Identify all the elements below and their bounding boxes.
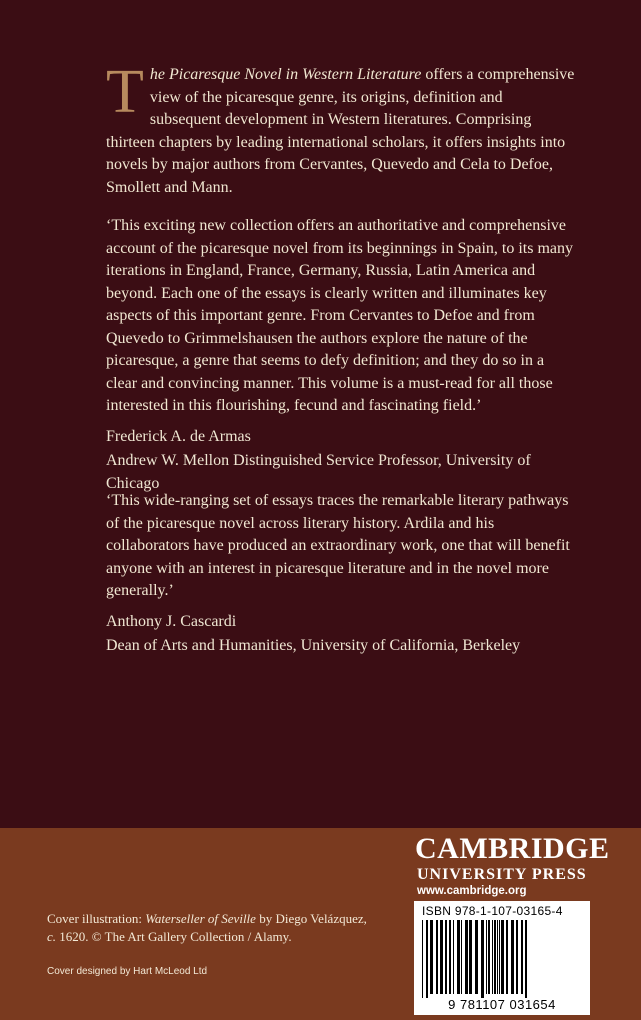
barcode-bar [492,920,493,994]
barcode-bar [481,920,484,998]
barcode-bar [494,920,496,994]
endorser-name: Frederick A. de Armas [106,427,251,445]
endorser-title: Andrew W. Mellon Distinguished Service Professor, University of Chicago [106,452,531,492]
endorsement-2 [106,490,576,658]
book-description [106,58,576,199]
barcode-bar [426,920,428,998]
barcode-bar [475,920,478,994]
barcode-bar [501,920,504,994]
barcode-bar [469,920,472,994]
barcode-bar [422,920,423,998]
endorsement-quote: ‘This wide-ranging set of essays traces the remarkable literary pathways of the picaresque novel across literary history. Ardila and his collaborators have produced an extraordinary work, one that will benefit anyone with an interest in picaresque literature and in the novel more generally.’ [106,492,570,599]
barcode-bar [453,920,454,994]
barcode-bar [499,920,500,994]
barcode-bar [516,920,518,994]
barcode-bar [521,920,523,994]
endorsement-quote: ‘This exciting new collection offers an authoritative and comprehensive account of the picaresque novel from its beginnings in Spain, to its many iterations in England, France, Germany, Russia, Latin America and beyond. Each one of the essays is clearly written and illuminates key aspects of this important genre. From Cervantes to Defoe and from Quevedo to Grimmelshausen the authors explore the nature of the picaresque, a genre that seems to defy definition; and they do so in a clear and convincing manner. This volume is a must-read for all those interested in this flourishing, fecund and fascinating field.’ [106,217,574,414]
barcode-bar [436,920,438,994]
drop-cap: T [106,58,144,126]
publisher-website: www.cambridge.org [417,885,527,897]
barcode-bar [449,920,451,994]
publisher-logo-name: CAMBRIDGE [415,832,610,865]
barcode-number: 9 781107 031654 [448,997,556,1012]
book-title: he Picaresque Novel in Western Literature [149,66,422,83]
barcode-bar [461,920,462,994]
description-text: offers a comprehensive view of the picaresque genre, its origins, definition and subsequent development in Western literatures. Comprising thirteen chapters by leading international scholars, it offers insights into novels by major authors from Cervantes, Quevedo and Cela to Defoe, Smollett and Mann. [106,66,575,196]
endorser-name: Anthony J. Cascardi [106,612,237,630]
barcode-bar [445,920,447,994]
cover-designer-credit: Cover designed by Hart McLeod Ltd [47,966,208,977]
cover-lower-panel [0,828,641,1020]
barcode-bar [486,920,487,994]
cover-illustration-credit: Cover illustration: Waterseller of Seville by Diego Velázquez, c. 1620. © The Art Gallery Collection / Alamy. [47,911,367,944]
publisher-logo-press: UNIVERSITY PRESS [417,866,587,883]
barcode-bar [440,920,443,994]
endorsement-1 [106,215,576,495]
barcode-bar [506,920,508,994]
artwork-title: Waterseller of Seville [145,911,256,926]
barcode-panel [414,901,590,1015]
barcode-bar [430,920,433,994]
barcode-bar [465,920,468,994]
endorser-title: Dean of Arts and Humanities, University of California, Berkeley [106,637,521,654]
barcode-image [420,920,584,998]
isbn-label: ISBN 978-1-107-03165-4 [422,904,563,918]
barcode-bar [511,920,514,994]
barcode-bar [488,920,490,994]
barcode-bar [497,920,498,994]
barcode-bar [457,920,460,994]
barcode-bar [525,920,527,998]
